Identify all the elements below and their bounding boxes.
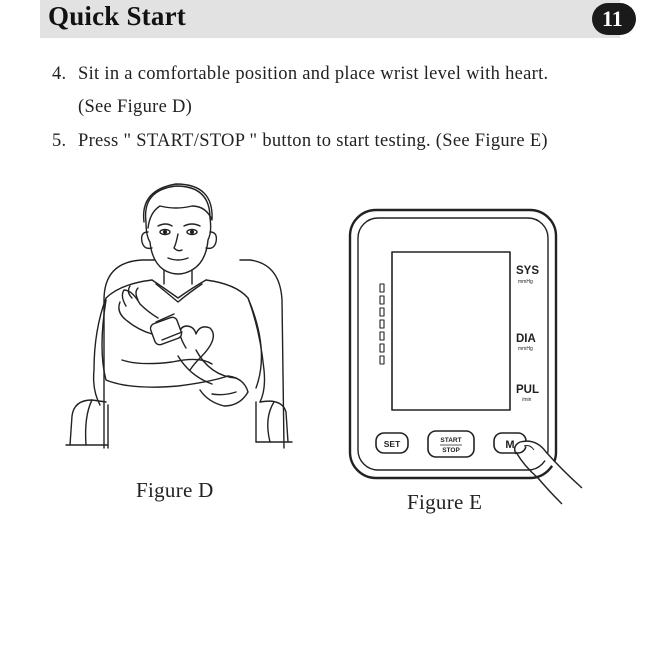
pul-label: PUL <box>516 384 539 396</box>
step-4-number: 4. <box>52 64 67 84</box>
figure-d-illustration <box>60 180 300 470</box>
section-title: Quick Start <box>48 1 186 31</box>
step-4-text: Sit in a comfortable position and place wrist level with heart. <box>78 64 549 84</box>
lcd-screen <box>392 252 510 410</box>
step-4 <box>52 64 549 85</box>
dia-label: DIA <box>516 333 536 345</box>
step-5-text: Press " START/STOP " button to start testing. (See Figure E) <box>78 131 548 151</box>
stop-button-label: STOP <box>442 447 460 454</box>
step-5-number: 5. <box>52 131 67 151</box>
sys-unit: mmHg <box>518 279 533 285</box>
step-4-continuation: (See Figure D) <box>78 97 193 117</box>
figure-e-monitor <box>348 208 588 508</box>
set-button-label: SET <box>383 439 401 449</box>
section-header <box>40 0 623 38</box>
page-number-badge: 11 <box>592 3 636 35</box>
sys-label: SYS <box>516 265 540 277</box>
dia-unit: mmHg <box>518 346 533 352</box>
start-button-label: START <box>440 437 462 444</box>
memory-button-label: M <box>505 439 515 451</box>
figure-e-caption: Figure E <box>407 490 483 514</box>
step-5 <box>52 131 548 152</box>
figure-d-caption: Figure D <box>136 478 214 502</box>
pul-unit: /min <box>522 397 532 403</box>
